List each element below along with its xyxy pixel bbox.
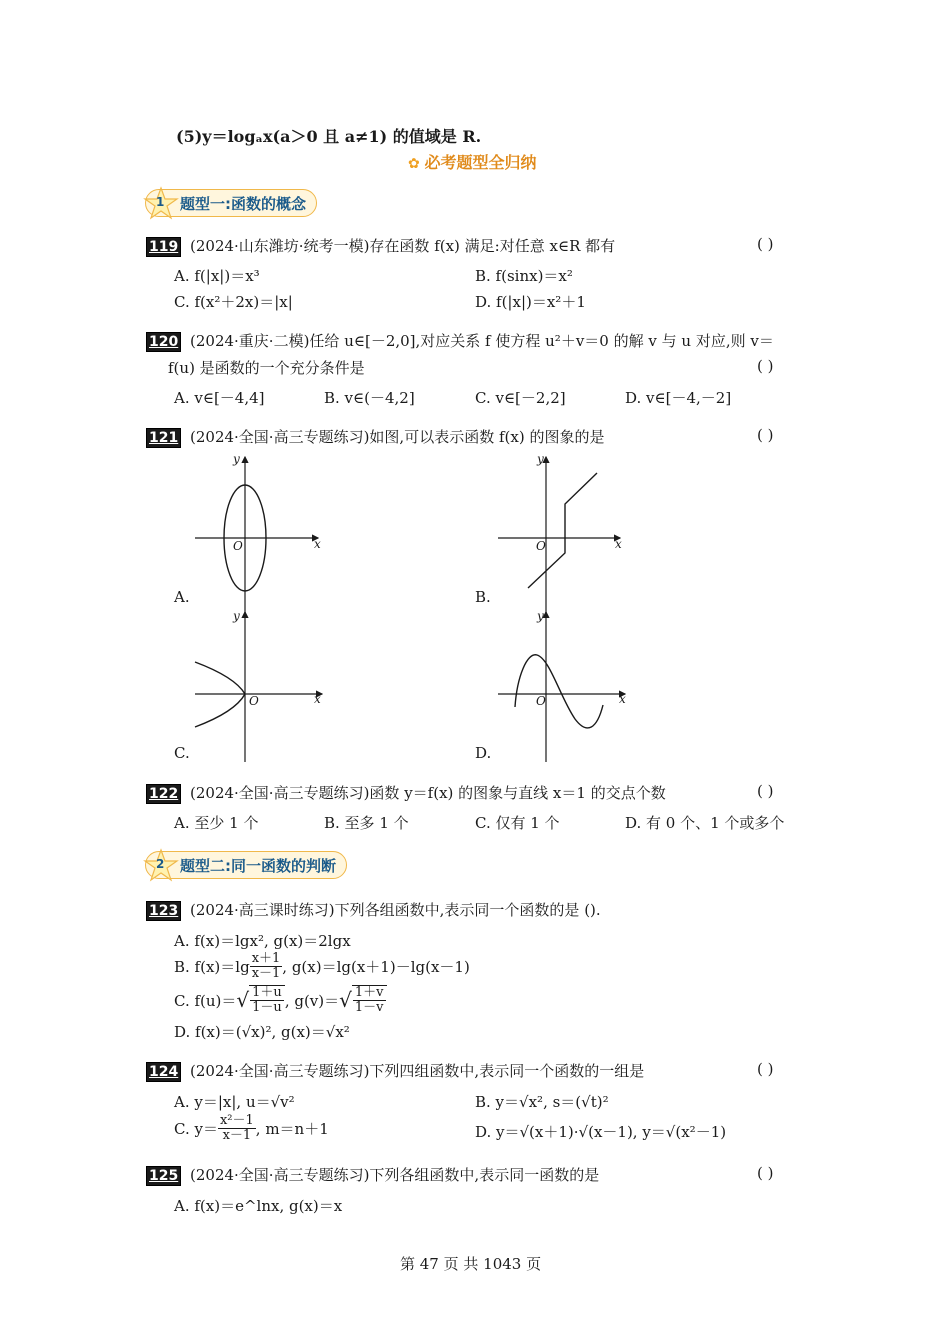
fraction	[352, 985, 387, 1015]
header-title: 必考题型全归纳	[424, 153, 537, 172]
question-125	[146, 1164, 599, 1186]
option-c-prefix: C. y＝	[174, 1119, 218, 1138]
fraction-denominator: x－1	[222, 1127, 252, 1143]
option-b	[174, 950, 470, 982]
graph-c	[190, 607, 335, 762]
question-122	[146, 782, 666, 804]
option-d: D. y＝√(x＋1)·√(x－1), y＝√(x²－1)	[475, 1123, 727, 1141]
origin-label: O	[249, 694, 259, 708]
fraction	[249, 985, 285, 1015]
section-number: 1	[156, 195, 165, 209]
option-b: B. y＝√x², s＝(√t)²	[475, 1093, 609, 1111]
origin-label: O	[233, 539, 243, 553]
fraction	[250, 952, 283, 981]
option-a: A. y＝|x|, u＝√v²	[174, 1093, 295, 1111]
graph-label-c: C.	[174, 744, 190, 762]
option-a: A. 至少 1 个	[174, 814, 259, 832]
question-number: 120	[146, 332, 181, 352]
section-title: 题型一:函数的概念	[145, 189, 317, 217]
option-a: A. f(|x|)＝x³	[174, 267, 260, 285]
option-c-prefix: C. f(u)＝	[174, 991, 237, 1010]
axis-label-x: x	[619, 692, 626, 706]
option-c	[174, 984, 387, 1016]
option-a: A. v∈[－4,4]	[174, 389, 265, 407]
question-number: 123	[146, 901, 181, 921]
axis-label-y: y	[233, 609, 240, 623]
axis-label-x: x	[615, 537, 622, 551]
option-d: D. 有 0 个、1 个或多个	[625, 814, 785, 832]
section-banner-2	[143, 848, 347, 882]
option-c: C. v∈[－2,2]	[475, 389, 566, 407]
question-number: 119	[146, 237, 181, 257]
question-stem: (2024·高三课时练习)下列各组函数中,表示同一个函数的是 ().	[190, 901, 601, 919]
section-title: 题型二:同一函数的判断	[145, 851, 347, 879]
fraction	[218, 1114, 256, 1143]
page-footer: 第 47 页 共 1043 页	[400, 1255, 542, 1273]
axis-label-x: x	[314, 692, 321, 706]
fraction-numerator: x＋1	[251, 950, 281, 966]
sqrt-icon: √	[339, 988, 352, 1012]
axis-label-y: y	[537, 609, 544, 623]
question-123	[146, 899, 601, 921]
sqrt-icon: √	[236, 988, 250, 1012]
option-c	[174, 1112, 329, 1144]
option-d: D. f(x)＝(√x)², g(x)＝√x²	[174, 1023, 350, 1041]
option-b-suffix: , g(x)＝lg(x＋1)－lg(x－1)	[282, 957, 470, 976]
header-badge	[408, 150, 537, 173]
option-b-prefix: B. f(x)＝lg	[174, 957, 250, 976]
question-119	[146, 235, 615, 257]
question-stem: (2024·重庆·二模)任给 u∈[－2,0],对应关系 f 使方程 u²＋v＝0 的解 v 与 u 对应,则 v＝	[190, 332, 774, 350]
question-stem: (2024·全国·高三专题练习)下列各组函数中,表示同一函数的是	[190, 1166, 600, 1184]
option-c-suffix: , m＝n＋1	[255, 1119, 329, 1138]
intro-line: (5)y＝logₐx(a＞0 且 a≠1) 的值域是 R.	[176, 127, 482, 146]
answer-paren: ( )	[757, 782, 774, 800]
graph-a	[190, 452, 335, 617]
answer-paren: ( )	[757, 426, 774, 444]
section-number: 2	[156, 857, 165, 871]
fraction-denominator: x－1	[251, 965, 281, 981]
question-stem: (2024·山东潍坊·统考一模)存在函数 f(x) 满足:对任意 x∈R 都有	[190, 237, 616, 255]
origin-label: O	[536, 539, 546, 553]
option-d: D. f(|x|)＝x²＋1	[475, 293, 586, 311]
question-stem-line2: f(u) 是函数的一个充分条件是	[168, 359, 365, 377]
question-number: 124	[146, 1062, 181, 1082]
answer-paren: ( )	[757, 1060, 774, 1078]
option-a: A. f(x)＝lgx², g(x)＝2lgx	[174, 932, 351, 950]
answer-paren: ( )	[757, 235, 774, 253]
option-b: B. f(sinx)＝x²	[475, 267, 573, 285]
graph-b	[495, 452, 630, 617]
axis-label-y: y	[233, 452, 240, 466]
fraction-denominator: 1－u	[252, 1000, 282, 1015]
option-b: B. 至多 1 个	[324, 814, 409, 832]
question-number: 122	[146, 784, 181, 804]
question-121	[146, 426, 604, 448]
question-stem: (2024·全国·高三专题练习)函数 y＝f(x) 的图象与直线 x＝1 的交点个数	[190, 784, 666, 802]
option-a: A. f(x)＝e^lnx, g(x)＝x	[174, 1197, 343, 1215]
fraction-numerator: 1＋v	[354, 985, 384, 1000]
option-c: C. 仅有 1 个	[475, 814, 560, 832]
graph-label-d: D.	[475, 744, 492, 762]
option-c: C. f(x²＋2x)＝|x|	[174, 293, 293, 311]
question-124	[146, 1060, 644, 1082]
answer-paren: ( )	[757, 1164, 774, 1182]
flower-icon: ✿	[408, 156, 420, 172]
question-stem: (2024·全国·高三专题练习)如图,可以表示函数 f(x) 的图象的是	[190, 428, 605, 446]
question-120	[146, 330, 774, 352]
section-banner-1	[143, 186, 317, 220]
fraction-numerator: x²－1	[219, 1112, 254, 1128]
option-d: D. v∈[－4,－2]	[625, 389, 732, 407]
question-number: 125	[146, 1166, 181, 1186]
axis-label-y: y	[537, 452, 544, 466]
axis-label-x: x	[314, 537, 321, 551]
graph-label-b: B.	[475, 588, 491, 606]
fraction-numerator: 1＋u	[252, 985, 282, 1000]
graph-label-a: A.	[174, 588, 190, 606]
question-stem: (2024·全国·高三专题练习)下列四组函数中,表示同一个函数的一组是	[190, 1062, 645, 1080]
option-c-middle: , g(v)＝	[284, 991, 340, 1010]
question-number: 121	[146, 428, 181, 448]
option-b: B. v∈(－4,2]	[324, 389, 415, 407]
fraction-denominator: 1－v	[354, 1000, 384, 1015]
graph-d	[495, 607, 635, 762]
answer-paren: ( )	[757, 357, 774, 375]
origin-label: O	[536, 694, 546, 708]
